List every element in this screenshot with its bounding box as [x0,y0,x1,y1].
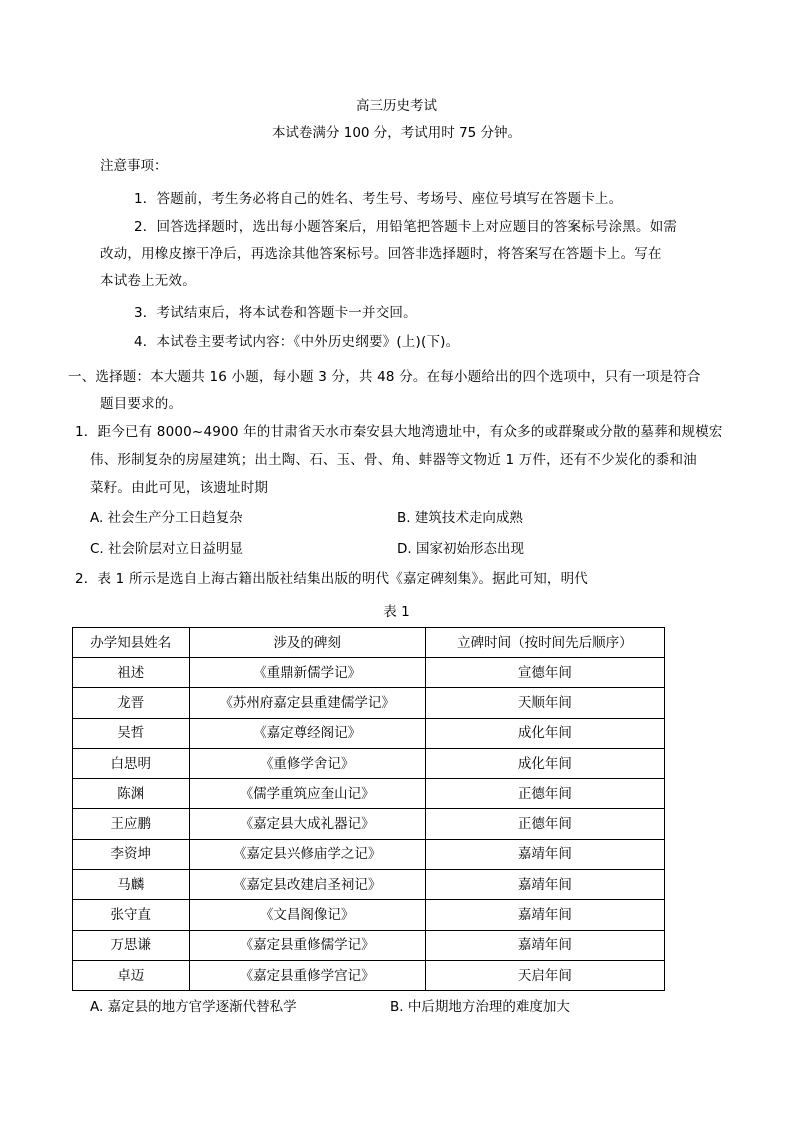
date-cell: 嘉靖年间 [425,930,664,960]
date-cell: 正德年间 [425,809,664,839]
stele-cell: 《重修学舍记》 [189,748,425,778]
notice-heading: 注意事项： [100,158,168,174]
column-header: 涉及的碑刻 [189,628,425,658]
table-row [73,960,665,990]
magistrate-name-cell: 祖述 [73,658,190,688]
date-cell: 正德年间 [425,779,664,809]
question-1-option-c: C. 社会阶层对立日益明显 [90,541,244,557]
stele-cell: 《嘉定尊经阁记》 [189,718,425,748]
date-cell: 嘉靖年间 [425,839,664,869]
notice-item: 4．本试卷主要考试内容：《中外历史纲要》(上)(下)。 [134,334,460,350]
magistrate-name-cell: 卓迈 [73,960,190,990]
magistrate-name-cell: 王应鹏 [73,809,190,839]
table-row [73,718,665,748]
stele-cell: 《文昌阁像记》 [189,900,425,930]
page-subtitle: 本试卷满分 100 分，考试用时 75 分钟。 [271,125,522,141]
stele-cell: 《苏州府嘉定县重建儒学记》 [189,688,425,718]
magistrate-name-cell: 万思谦 [73,930,190,960]
magistrate-name-cell: 白思明 [73,748,190,778]
magistrate-name-cell: 吴哲 [73,718,190,748]
magistrate-name-cell: 马麟 [73,870,190,900]
column-header: 办学知县姓名 [73,628,190,658]
stele-cell: 《嘉定县重修儒学记》 [189,930,425,960]
table-row [73,839,665,869]
notice-item: 改动，用橡皮擦干净后，再选涂其他答案标号。回答非选择题时，将答案写在答题卡上。写在 [100,246,662,262]
table-header-row [73,628,665,658]
date-cell: 宣德年间 [425,658,664,688]
question-2-option-b: B. 中后期地方治理的难度加大 [390,999,570,1015]
stele-cell: 《嘉定县改建启圣祠记》 [189,870,425,900]
table-row [73,658,665,688]
notice-item: 3．考试结束后，将本试卷和答题卡一并交回。 [134,305,417,321]
date-cell: 成化年间 [425,718,664,748]
question-1-option-d: D. 国家初始形态出现 [397,541,524,557]
section-heading: 一、选择题：本大题共 16 小题，每小题 3 分，共 48 分。在每小题给出的四个选项中，只有一项是符合 [68,369,701,385]
question-1-line: 1．距今已有 8000~4900 年的甘肃省天水市秦安县大地湾遗址中，有众多的或群聚或分散的墓葬和规模宏 [75,424,723,440]
magistrate-name-cell: 龙晋 [73,688,190,718]
date-cell: 天启年间 [425,960,664,990]
date-cell: 嘉靖年间 [425,900,664,930]
notice-item: 本试卷上无效。 [100,273,196,289]
page-title: 高三历史考试 [356,98,437,114]
notice-item: 2．回答选择题时，选出每小题答案后，用铅笔把答题卡上对应题目的答案标号涂黑。如需 [134,219,678,235]
table-row [73,779,665,809]
table-row [73,870,665,900]
date-cell: 嘉靖年间 [425,870,664,900]
table-caption: 表 1 [383,604,410,620]
question-1-line: 菜籽。由此可见，该遗址时期 [90,480,269,496]
question-1-option-b: B. 建筑技术走向成熟 [397,510,523,526]
stele-cell: 《嘉定县大成礼器记》 [189,809,425,839]
column-header: 立碑时间（按时间先后顺序） [425,628,664,658]
question-1-option-a: A. 社会生产分工日趋复杂 [90,510,243,526]
stele-table [72,627,665,991]
magistrate-name-cell: 陈渊 [73,779,190,809]
magistrate-name-cell: 李资坤 [73,839,190,869]
notice-item: 1．答题前，考生务必将自己的姓名、考生号、考场号、座位号填写在答题卡上。 [134,191,623,207]
table-row [73,900,665,930]
question-2-stem: 2．表 1 所示是选自上海古籍出版社结集出版的明代《嘉定碑刻集》。据此可知，明代 [75,571,589,587]
stele-cell: 《嘉定县重修学宫记》 [189,960,425,990]
table-row [73,809,665,839]
table-row [73,748,665,778]
table-row [73,688,665,718]
stele-cell: 《儒学重筑应奎山记》 [189,779,425,809]
magistrate-name-cell: 张守直 [73,900,190,930]
date-cell: 天顺年间 [425,688,664,718]
question-1-line: 伟、形制复杂的房屋建筑；出土陶、石、玉、骨、角、蚌器等文物近 1 万件，还有不少炭化的黍和油 [90,452,697,468]
stele-cell: 《嘉定县兴修庙学之记》 [189,839,425,869]
table-row [73,930,665,960]
question-2-option-a: A. 嘉定县的地方官学逐渐代替私学 [90,999,297,1015]
date-cell: 成化年间 [425,748,664,778]
section-heading-cont: 题目要求的。 [100,396,183,412]
stele-cell: 《重鼎新儒学记》 [189,658,425,688]
